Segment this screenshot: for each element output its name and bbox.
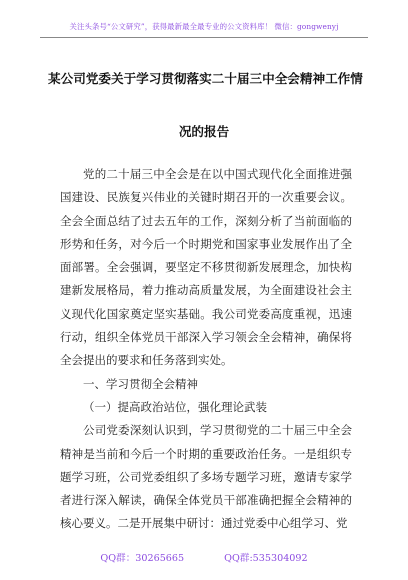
header-banner: 关注头条号“公文研究”，获得最新最全最专业的公文资料库！ 微信：gongwenyj: [69, 21, 339, 31]
footer: [40, 549, 368, 565]
header-divider: [40, 37, 368, 38]
footer-qq-group-2: QQ群:535304092: [224, 553, 308, 564]
section-heading: 一、学习贯彻全会精神: [83, 376, 198, 391]
footer-qq-group-1: QQ群：30265665: [100, 553, 185, 564]
document-title-line-2: 况的报告: [178, 124, 230, 139]
body-paragraph-intro: 党的二十届三中全会是在以中国式现代化全面推进强国建设、民族复兴伟业的关键时期召开的一次重要会议。全会全面总结了过去五年的工作，深刻分析了当前面临的形势和任务，对今后一个时期党和国家事业发展作出了全面部署。全会强调，要坚定不移贯彻新发展理念，加快构建新发展格局，着力推动高质量发展，为全面建设社会主义现代化国家奠定坚实基础。我公司党委高度重视，迅速行动，组织全体党员干部深入学习领会全会精神，确保将全会提出的要求和任务落到实处。: [60, 167, 352, 368]
document-body: [60, 163, 352, 536]
document-title-line-1: 某公司党委关于学习贯彻落实二十届三中全会精神工作情: [48, 71, 363, 86]
body-paragraph-study: 公司党委深刻认识到，学习贯彻党的二十届三中全会精神是当前和今后一个时期的重要政治任务。一是组织专题学习班，公司党委组织了多场专题学习班，邀请专家学者进行深入解读，确保全体党员干部准确把握全会精神的核心要义。二是开展集中研讨：通过党委中心组学习、党: [60, 423, 352, 531]
subsection-heading: （一）提高政治站位，强化理论武装: [83, 399, 267, 414]
